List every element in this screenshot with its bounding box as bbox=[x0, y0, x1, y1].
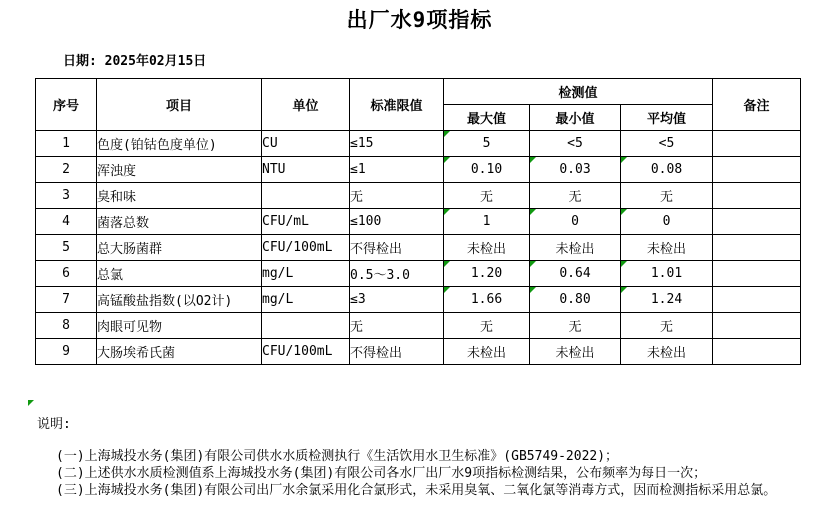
number-as-text-indicator-icon bbox=[621, 209, 627, 215]
number-as-text-indicator-icon bbox=[621, 287, 627, 293]
col-header-max: 最大值 bbox=[444, 105, 530, 131]
max-value-cell bbox=[444, 157, 530, 183]
min-value: 无 bbox=[568, 190, 582, 205]
avg-value-cell bbox=[621, 339, 713, 365]
item-name: 浑浊度 bbox=[97, 157, 262, 183]
table-row bbox=[36, 235, 801, 261]
table-row bbox=[36, 287, 801, 313]
limit-cell: 不得检出 bbox=[350, 339, 444, 365]
unit-cell: CFU/mL bbox=[262, 209, 350, 235]
avg-value: 未检出 bbox=[646, 346, 686, 361]
row-number: 5 bbox=[36, 235, 97, 261]
max-value-cell bbox=[444, 313, 530, 339]
number-as-text-indicator-icon bbox=[444, 157, 450, 163]
number-as-text-indicator-icon bbox=[530, 209, 536, 215]
min-value: 0 bbox=[571, 214, 579, 229]
min-value: 0.80 bbox=[559, 292, 591, 307]
table-row bbox=[36, 157, 801, 183]
max-value-cell bbox=[444, 131, 530, 157]
avg-value: 无 bbox=[659, 320, 673, 335]
max-value: 1.66 bbox=[470, 292, 503, 307]
avg-value: <5 bbox=[658, 136, 675, 151]
unit-cell bbox=[262, 313, 350, 339]
item-name: 菌落总数 bbox=[97, 209, 262, 235]
table-row bbox=[36, 313, 801, 339]
item-name: 高锰酸盐指数(以O2计) bbox=[97, 287, 262, 313]
limit-cell: ≤15 bbox=[350, 131, 444, 157]
row-number: 9 bbox=[36, 339, 97, 365]
avg-value-cell bbox=[621, 235, 713, 261]
avg-value-cell bbox=[621, 131, 713, 157]
avg-value-cell bbox=[621, 209, 713, 235]
unit-cell: CFU/100mL bbox=[262, 339, 350, 365]
col-header-item: 项目 bbox=[97, 79, 262, 131]
header-row-top bbox=[36, 79, 801, 105]
note-line: (一)上海城投水务(集团)有限公司供水水质检测执行《生活饮用水卫生标准》(GB5749-2022)； bbox=[56, 449, 619, 464]
avg-value-cell bbox=[621, 313, 713, 339]
number-as-text-indicator-icon bbox=[530, 287, 536, 293]
limit-cell: ≤100 bbox=[350, 209, 444, 235]
limit-cell: 无 bbox=[350, 183, 444, 209]
row-number: 7 bbox=[36, 287, 97, 313]
max-value: 5 bbox=[482, 136, 491, 151]
col-header-remark: 备注 bbox=[713, 79, 801, 131]
min-value-cell bbox=[530, 131, 621, 157]
avg-value-cell bbox=[621, 183, 713, 209]
min-value: 未检出 bbox=[555, 346, 595, 361]
unit-cell: mg/L bbox=[262, 287, 350, 313]
stray-cell-indicator-icon bbox=[28, 400, 34, 406]
remark-cell bbox=[713, 131, 801, 157]
avg-value: 1.24 bbox=[650, 292, 683, 307]
min-value-cell bbox=[530, 235, 621, 261]
row-number: 6 bbox=[36, 261, 97, 287]
unit-cell: mg/L bbox=[262, 261, 350, 287]
remark-cell bbox=[713, 261, 801, 287]
table-row bbox=[36, 131, 801, 157]
note-line: (二)上述供水水质检测值系上海城投水务(集团)有限公司各水厂出厂水9项指标检测结果，公布频率为每日一次； bbox=[56, 466, 707, 481]
unit-cell: CFU/100mL bbox=[262, 235, 350, 261]
min-value: <5 bbox=[567, 136, 583, 151]
remark-cell bbox=[713, 339, 801, 365]
max-value: 无 bbox=[479, 190, 493, 205]
max-value-cell bbox=[444, 287, 530, 313]
limit-cell: 0.5～3.0 bbox=[350, 261, 444, 287]
max-value: 0.10 bbox=[470, 162, 503, 177]
avg-value-cell bbox=[621, 261, 713, 287]
row-number: 8 bbox=[36, 313, 97, 339]
min-value-cell bbox=[530, 261, 621, 287]
avg-value: 无 bbox=[659, 190, 673, 205]
max-value: 未检出 bbox=[466, 346, 506, 361]
col-header-avg: 平均值 bbox=[621, 105, 713, 131]
row-number: 4 bbox=[36, 209, 97, 235]
limit-cell: ≤1 bbox=[350, 157, 444, 183]
max-value-cell bbox=[444, 183, 530, 209]
row-number: 1 bbox=[36, 131, 97, 157]
number-as-text-indicator-icon bbox=[530, 261, 536, 267]
limit-cell: 无 bbox=[350, 313, 444, 339]
max-value-cell bbox=[444, 235, 530, 261]
col-header-detection: 检测值 bbox=[444, 79, 713, 105]
number-as-text-indicator-icon bbox=[621, 261, 627, 267]
number-as-text-indicator-icon bbox=[621, 157, 627, 163]
min-value: 未检出 bbox=[555, 242, 595, 257]
table-row bbox=[36, 209, 801, 235]
avg-value: 0 bbox=[662, 214, 671, 229]
limit-cell: 不得检出 bbox=[350, 235, 444, 261]
item-name: 肉眼可见物 bbox=[97, 313, 262, 339]
notes-label: 说明: bbox=[37, 417, 71, 432]
min-value: 0.03 bbox=[559, 162, 591, 177]
number-as-text-indicator-icon bbox=[444, 287, 450, 293]
item-name: 色度(铂钴色度单位) bbox=[97, 131, 262, 157]
unit-cell: NTU bbox=[262, 157, 350, 183]
unit-cell bbox=[262, 183, 350, 209]
min-value-cell bbox=[530, 157, 621, 183]
max-value-cell bbox=[444, 339, 530, 365]
limit-cell: ≤3 bbox=[350, 287, 444, 313]
min-value-cell bbox=[530, 313, 621, 339]
max-value: 未检出 bbox=[466, 242, 506, 257]
col-header-no: 序号 bbox=[36, 79, 97, 131]
remark-cell bbox=[713, 183, 801, 209]
table-row bbox=[36, 261, 801, 287]
number-as-text-indicator-icon bbox=[444, 209, 450, 215]
number-as-text-indicator-icon bbox=[444, 261, 450, 267]
col-header-limit: 标准限值 bbox=[350, 79, 444, 131]
row-number: 2 bbox=[36, 157, 97, 183]
min-value: 0.64 bbox=[559, 266, 591, 281]
item-name: 总氯 bbox=[97, 261, 262, 287]
max-value: 无 bbox=[479, 320, 493, 335]
avg-value: 未检出 bbox=[646, 242, 686, 257]
min-value-cell bbox=[530, 183, 621, 209]
min-value: 无 bbox=[568, 320, 582, 335]
col-header-unit: 单位 bbox=[262, 79, 350, 131]
avg-value-cell bbox=[621, 287, 713, 313]
row-number: 3 bbox=[36, 183, 97, 209]
item-name: 臭和味 bbox=[97, 183, 262, 209]
page-title: 出厂水9项指标 bbox=[346, 8, 493, 32]
min-value-cell bbox=[530, 339, 621, 365]
remark-cell bbox=[713, 313, 801, 339]
max-value: 1.20 bbox=[470, 266, 503, 281]
number-as-text-indicator-icon bbox=[444, 131, 450, 137]
avg-value: 1.01 bbox=[650, 266, 683, 281]
remark-cell bbox=[713, 209, 801, 235]
item-name: 总大肠菌群 bbox=[97, 235, 262, 261]
avg-value-cell bbox=[621, 157, 713, 183]
avg-value: 0.08 bbox=[650, 162, 683, 177]
max-value-cell bbox=[444, 209, 530, 235]
remark-cell bbox=[713, 235, 801, 261]
date-label: 日期: 2025年02月15日 bbox=[63, 54, 207, 69]
note-line: (三)上海城投水务(集团)有限公司出厂水余氯采用化合氯形式，未采用臭氧、二氧化氯等消毒方式，因而检测指标采用总氯。 bbox=[56, 483, 777, 498]
water-quality-table bbox=[35, 78, 801, 365]
max-value: 1 bbox=[482, 214, 491, 229]
remark-cell bbox=[713, 287, 801, 313]
col-header-min: 最小值 bbox=[530, 105, 621, 131]
min-value-cell bbox=[530, 287, 621, 313]
item-name: 大肠埃希氏菌 bbox=[97, 339, 262, 365]
table-row bbox=[36, 183, 801, 209]
number-as-text-indicator-icon bbox=[530, 157, 536, 163]
remark-cell bbox=[713, 157, 801, 183]
table-row bbox=[36, 339, 801, 365]
notes-section bbox=[56, 448, 776, 499]
max-value-cell bbox=[444, 261, 530, 287]
unit-cell: CU bbox=[262, 131, 350, 157]
min-value-cell bbox=[530, 209, 621, 235]
